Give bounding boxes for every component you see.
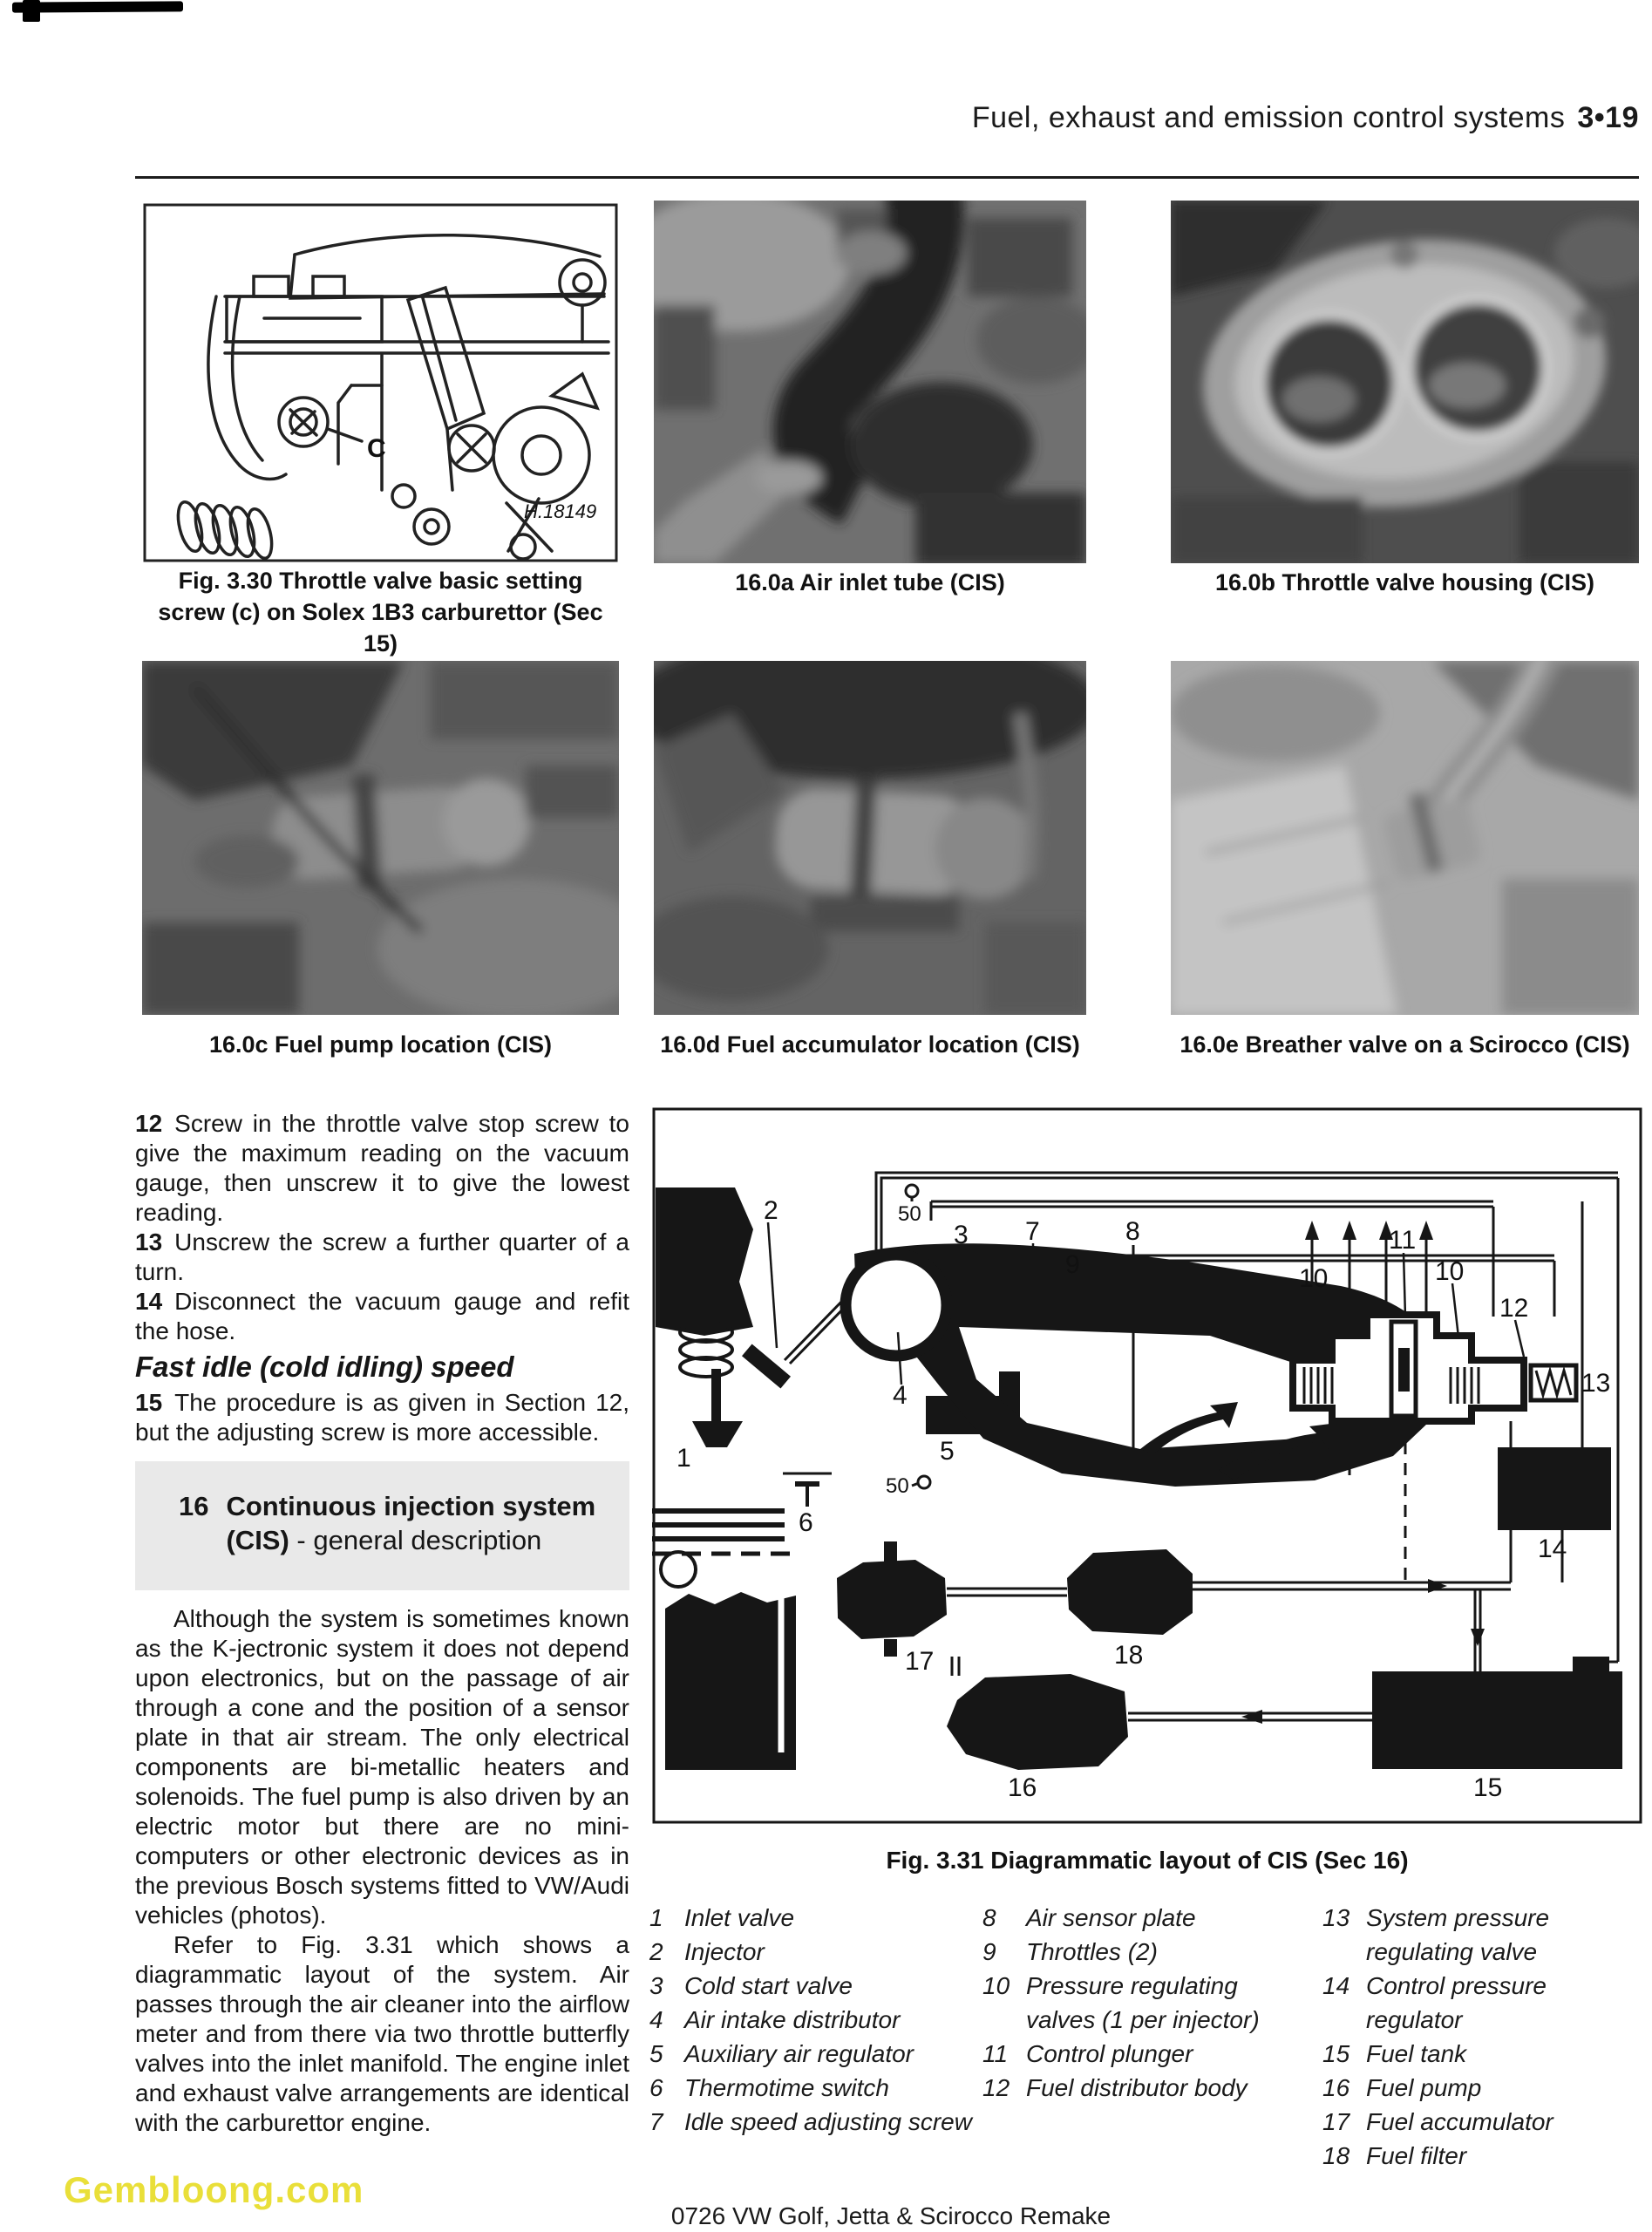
legend-item: 11 Control plunger: [982, 2040, 1193, 2067]
legend-item: 8 Air sensor plate: [982, 1904, 1196, 1931]
caption-16-0c: 16.0c Fuel pump location (CIS): [208, 1031, 553, 1058]
figure-3-31-diagram: [652, 1107, 1642, 1824]
legend-item: 14 Control pressure regulator: [1322, 1972, 1547, 2033]
photo-air-inlet-tube: [654, 201, 1086, 563]
photo-throttle-valve-housing: [1171, 201, 1639, 563]
diagram-label-8: 8: [1125, 1217, 1140, 1246]
diagram-label-9: 9: [1065, 1250, 1080, 1279]
drawing-reference: H.18149: [524, 500, 597, 522]
legend-item: 9 Throttles (2): [982, 1938, 1158, 1965]
photo-fuel-accumulator-location: [654, 661, 1086, 1015]
step-12: 12 Screw in the throttle valve stop screw to give the maximum reading on the vacuum gauge, then unscrew it to give the lowest reading.: [135, 1110, 629, 1226]
legend-item: 10 Pressure regulating valves (1 per injector): [982, 1972, 1260, 2033]
caption-16-0d: 16.0d Fuel accumulator location (CIS): [660, 1031, 1080, 1058]
diagram-label-7: 7: [1025, 1217, 1040, 1246]
caption-fig-3-31: Fig. 3.31 Diagrammatic layout of CIS (Sec 16): [886, 1847, 1409, 1874]
legend-item: 2 Injector: [649, 1938, 765, 1965]
diagram-label-50b: 50: [886, 1474, 909, 1498]
diagram-label-2: 2: [764, 1196, 778, 1225]
watermark: Gembloong.com: [64, 2169, 364, 2210]
caption-fig-3-30: Fig. 3.30 Throttle valve basic setting screw (c) on Solex 1B3 carburettor (Sec 15): [158, 568, 603, 657]
figure-3-30-line-drawing: [142, 202, 619, 563]
scan-artifact: [23, 0, 40, 22]
legend-item: 12 Fuel distributor body: [982, 2074, 1247, 2101]
page-footer: 0726 VW Golf, Jetta & Scirocco Remake: [670, 2202, 1112, 2229]
legend-column-1: [649, 1901, 982, 2173]
diagram-label-3: 3: [954, 1221, 969, 1249]
legend-item: 5 Auxiliary air regulator: [649, 2040, 914, 2067]
subheading-fast-idle: Fast idle (cold idling) speed: [135, 1351, 514, 1383]
diagram-label-4: 4: [893, 1381, 908, 1410]
legend-column-3: [1322, 1901, 1645, 2173]
step-13: 13 Unscrew the screw a further quarter of a turn.: [135, 1228, 629, 1285]
diagram-label-14: 14: [1538, 1534, 1567, 1563]
caption-16-0e: 16.0e Breather valve on a Scirocco (CIS): [1180, 1031, 1630, 1058]
caption-16-0a: 16.0a Air inlet tube (CIS): [735, 569, 1005, 595]
section-number: 16: [179, 1491, 209, 1521]
diagram-label-18: 18: [1114, 1641, 1144, 1670]
diagram-label-50a: 50: [898, 1202, 921, 1226]
body-paragraph: Refer to Fig. 3.31 which shows a diagrammatic layout of the system. Air passes through the air cleaner into the airflow meter and from there via two throttle butterfly valves into the inlet manifold. The engine inlet and exhaust valve arrangements are identical with the carburettor engine.: [135, 1931, 629, 2136]
page-number: 3•19: [1577, 101, 1639, 134]
diagram-label-11: 11: [1389, 1226, 1417, 1255]
legend-item: 15 Fuel tank: [1322, 2040, 1467, 2067]
diagram-label-13: 13: [1581, 1369, 1611, 1398]
legend-item: 18 Fuel filter: [1322, 2142, 1467, 2169]
photo-fuel-pump-location: [142, 661, 619, 1015]
legend-column-2: [982, 1901, 1322, 2173]
legend-item: 13 System pressure regulating valve: [1322, 1904, 1550, 1965]
legend-item: 17 Fuel accumulator: [1322, 2108, 1553, 2135]
chapter-title: Fuel, exhaust and emission control systems: [971, 101, 1566, 134]
article-column: [135, 1109, 629, 2138]
section-title: Continuous injection system (CIS) - general description: [226, 1491, 596, 1555]
step-14: 14 Disconnect the vacuum gauge and refit the hose.: [135, 1288, 629, 1344]
annotation-c: C: [367, 434, 386, 463]
legend-item: 1 Inlet valve: [649, 1904, 795, 1931]
legend-item: 4 Air intake distributor: [649, 2006, 901, 2033]
figure-legend: [649, 1901, 1645, 2173]
legend-item: 6 Thermotime switch: [649, 2074, 889, 2101]
diagram-label-5: 5: [940, 1437, 955, 1466]
diagram-label-10a: 10: [1299, 1264, 1329, 1293]
diagram-label-1: 1: [676, 1444, 691, 1473]
diagram-label-15: 15: [1473, 1773, 1503, 1802]
step-15: 15 The procedure is as given in Section 12, but the adjusting screw is more accessible.: [135, 1389, 629, 1446]
body-paragraph: Although the system is sometimes known as the K-jectronic system it does not depend upon electronics, but on the passage of air through a cone and the position of a sensor plate in that air stream. The only electrical components are bi-metallic heaters and solenoids. The fuel pump is also driven by an electric motor but there are no mini-computers or other electronic devices as in the previous Bosch systems fitted to VW/Audi vehicles (photos).: [135, 1605, 629, 1929]
diagram-label-12: 12: [1499, 1294, 1529, 1323]
legend-item: 7 Idle speed adjusting screw: [649, 2108, 972, 2135]
caption-16-0b: 16.0b Throttle valve housing (CIS): [1214, 569, 1595, 595]
photo-breather-valve: [1171, 661, 1639, 1015]
legend-item: 16 Fuel pump: [1322, 2074, 1482, 2101]
diagram-label-10b: 10: [1435, 1257, 1465, 1286]
legend-item: 3 Cold start valve: [649, 1972, 853, 1999]
header-rule: [135, 176, 1639, 179]
diagram-label-17: 17: [905, 1647, 935, 1676]
section-16-heading-box: [135, 1461, 629, 1590]
diagram-label-6: 6: [799, 1508, 813, 1537]
page-header: [131, 101, 1639, 135]
diagram-label-16: 16: [1008, 1773, 1037, 1802]
